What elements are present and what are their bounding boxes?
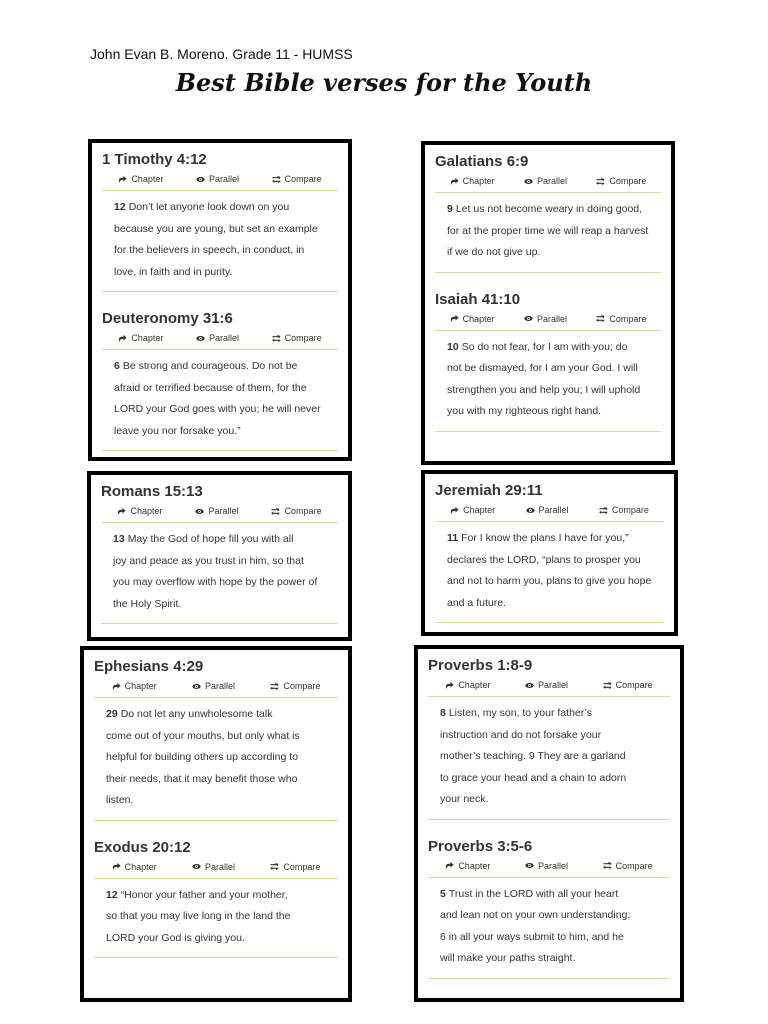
share-arrow-icon	[112, 682, 121, 691]
verse-reference: 1 Timothy 4:12	[102, 151, 207, 168]
chapter-link[interactable]	[445, 861, 490, 871]
chapter-link[interactable]	[112, 681, 157, 691]
eye-icon	[524, 314, 533, 323]
verse-line: 11 For I know the plans I have for you,”	[447, 532, 629, 544]
parallel-link[interactable]	[524, 314, 567, 324]
compare-label: Compare	[611, 505, 649, 515]
verse-line: strengthen you and help you; I will uphold	[447, 383, 641, 396]
parallel-label: Parallel	[208, 333, 239, 343]
verse-line: joy and peace as you trust in him, so that	[113, 554, 304, 567]
verse-line: helpful for building others up according to	[106, 751, 299, 763]
verse-block	[94, 839, 338, 959]
compare-link[interactable]	[603, 680, 653, 690]
parallel-label: Parallel	[205, 861, 236, 872]
swap-arrows-icon	[596, 177, 605, 186]
verse-line: 12 “Honor your father and your mother,	[106, 888, 288, 901]
verse-line: if we do not give up.	[447, 246, 541, 258]
verse-block	[435, 153, 661, 291]
verse-number: 8	[440, 707, 446, 719]
verse-toolbar	[101, 506, 338, 523]
verse-line: 8 Listen, my son, to your father’s	[440, 707, 593, 719]
verse-line: 6 Be strong and courageous. Do not be	[114, 360, 298, 372]
verse-line: afraid or terrified because of them, for the	[114, 381, 307, 394]
divider	[101, 623, 338, 624]
compare-label: Compare	[609, 176, 647, 186]
share-arrow-icon	[117, 507, 126, 516]
verse-number: 6	[114, 360, 120, 372]
verse-line: will make your paths straight.	[440, 952, 576, 964]
verse-line: 12 Don’t let anyone look down on you	[114, 201, 290, 213]
verse-reference: Isaiah 41:10	[435, 290, 521, 308]
verse-text	[94, 879, 338, 950]
verse-line: 5 Trust in the LORD with all your heart	[440, 887, 619, 900]
verse-toolbar	[428, 861, 670, 878]
verse-line: for the believers in speech, in conduct, in	[114, 244, 305, 256]
share-arrow-icon	[445, 681, 454, 690]
verse-number: 10	[447, 340, 459, 353]
eye-icon	[525, 861, 534, 870]
verse-reference: Proverbs 3:5-6	[428, 837, 533, 855]
verse-reference: Romans 15:13	[101, 483, 203, 500]
verse-text	[102, 350, 338, 442]
verse-reference: Deuteronomy 31:6	[102, 310, 233, 327]
verse-toolbar	[435, 176, 661, 193]
eye-icon	[192, 862, 201, 871]
chapter-link[interactable]	[117, 506, 162, 516]
chapter-link[interactable]	[118, 174, 163, 184]
verse-line: you with my righteous right hand.	[447, 405, 602, 417]
chapter-label: Chapter	[130, 506, 163, 516]
verse-line: 9 Let us not become weary in doing good,	[447, 203, 643, 215]
verse-line: mother’s teaching. 9 They are a garland	[440, 750, 626, 762]
verse-line: come out of your mouths, but only what is	[106, 729, 300, 742]
parallel-label: Parallel	[538, 505, 569, 515]
parallel-link[interactable]	[192, 862, 235, 872]
verse-block	[435, 291, 661, 432]
verse-line: 6 in all your ways submit to him, and he	[440, 930, 624, 943]
compare-label: Compare	[615, 680, 653, 690]
verse-text	[428, 697, 670, 811]
verse-line: because you are young, but set an example	[114, 222, 318, 235]
verse-line: LORD your God is giving you.	[106, 931, 245, 944]
verse-number: 5	[440, 887, 446, 900]
verse-toolbar	[94, 681, 338, 698]
verse-reference: Proverbs 1:8-9	[428, 657, 533, 674]
share-arrow-icon	[118, 175, 127, 184]
chapter-link[interactable]	[445, 680, 490, 690]
divider	[435, 431, 661, 432]
eye-icon	[196, 175, 205, 184]
eye-icon	[195, 507, 204, 516]
chapter-label: Chapter	[462, 176, 495, 186]
parallel-label: Parallel	[537, 176, 568, 186]
parallel-label: Parallel	[537, 860, 568, 871]
compare-link[interactable]	[596, 176, 646, 186]
verse-line: and a future.	[447, 596, 506, 609]
chapter-link[interactable]	[450, 176, 495, 186]
chapter-label: Chapter	[124, 681, 157, 691]
parallel-label: Parallel	[208, 506, 239, 516]
verse-line: so that you may live long in the land the	[106, 910, 291, 922]
compare-label: Compare	[284, 174, 322, 184]
divider	[435, 622, 664, 623]
compare-label: Compare	[615, 860, 653, 871]
swap-arrows-icon	[603, 861, 612, 870]
eye-icon	[196, 334, 205, 343]
verse-toolbar	[435, 314, 661, 331]
parallel-link[interactable]	[195, 506, 238, 516]
parallel-label: Parallel	[537, 680, 568, 690]
eye-icon	[525, 681, 534, 690]
compare-label: Compare	[283, 681, 321, 691]
verse-number: 12	[106, 888, 118, 901]
compare-link[interactable]	[603, 861, 653, 871]
verse-block	[435, 482, 664, 623]
compare-link[interactable]	[272, 333, 322, 343]
swap-arrows-icon	[271, 507, 280, 516]
verse-card	[87, 471, 352, 641]
parallel-link[interactable]	[524, 176, 567, 186]
verse-text	[435, 193, 661, 264]
chapter-label: Chapter	[463, 505, 496, 515]
verse-toolbar	[435, 505, 664, 522]
verse-line: leave you nor forsake you.”	[114, 424, 241, 437]
verse-line: the Holy Spirit.	[113, 597, 182, 610]
compare-link[interactable]	[270, 862, 320, 872]
compare-label: Compare	[284, 333, 322, 343]
verse-reference: Jeremiah 29:11	[435, 482, 543, 499]
verse-text	[101, 523, 338, 615]
verse-number: 12	[114, 201, 126, 213]
share-arrow-icon	[450, 314, 459, 323]
chapter-link[interactable]	[450, 314, 495, 324]
compare-link[interactable]	[270, 681, 320, 691]
swap-arrows-icon	[599, 506, 608, 515]
verse-block	[94, 658, 338, 839]
verse-block	[102, 310, 338, 451]
share-arrow-icon	[112, 862, 121, 871]
parallel-label: Parallel	[208, 174, 239, 184]
chapter-label: Chapter	[124, 861, 157, 872]
divider	[428, 978, 670, 979]
parallel-label: Parallel	[537, 313, 568, 324]
verse-line: and lean not on your own understanding;	[440, 909, 631, 921]
swap-arrows-icon	[272, 175, 281, 184]
swap-arrows-icon	[272, 334, 281, 343]
verse-line: and not to harm you, plans to give you hope	[447, 575, 652, 587]
eye-icon	[192, 682, 201, 691]
share-arrow-icon	[118, 334, 127, 343]
divider	[102, 450, 338, 451]
verse-card	[80, 646, 352, 1002]
verse-number: 13	[113, 533, 125, 545]
page-title: Best Bible verses for the Youth	[175, 68, 593, 97]
compare-link[interactable]	[271, 506, 321, 516]
verse-number: 11	[447, 532, 459, 544]
verse-line: for at the proper time we will reap a harvest	[447, 224, 649, 237]
verse-text	[94, 698, 338, 812]
chapter-label: Chapter	[458, 680, 491, 690]
chapter-label: Chapter	[458, 860, 491, 871]
parallel-label: Parallel	[205, 681, 236, 691]
verse-card	[88, 139, 352, 461]
verse-card	[421, 470, 678, 636]
verse-line: declares the LORD, “plans to prosper you	[447, 553, 641, 566]
verse-line: their needs, that it may benefit those who	[106, 772, 298, 785]
parallel-link[interactable]	[196, 333, 239, 343]
verse-line: 10 So do not fear, for I am with you; do	[447, 340, 628, 353]
verse-line: instruction and do not forsake your	[440, 728, 602, 741]
parallel-link[interactable]	[196, 174, 239, 184]
chapter-label: Chapter	[462, 313, 495, 324]
compare-label: Compare	[609, 313, 647, 324]
parallel-link[interactable]	[525, 861, 568, 871]
verse-number: 29	[106, 708, 118, 720]
parallel-link[interactable]	[192, 681, 235, 691]
verse-toolbar	[102, 174, 338, 191]
verse-toolbar	[102, 333, 338, 350]
parallel-link[interactable]	[526, 505, 569, 515]
verse-toolbar	[94, 862, 338, 879]
author-line: John Evan B. Moreno. Grade 11 - HUMSS	[90, 46, 353, 62]
share-arrow-icon	[445, 861, 454, 870]
verse-line: not be dismayed, for I am your God. I will	[447, 362, 638, 374]
verse-block	[428, 838, 670, 979]
verse-line: listen.	[106, 794, 134, 806]
verse-reference: Exodus 20:12	[94, 838, 191, 856]
verse-card	[414, 645, 684, 1002]
parallel-link[interactable]	[525, 680, 568, 690]
verse-line: LORD your God goes with you; he will never	[114, 403, 321, 415]
eye-icon	[526, 506, 535, 515]
compare-link[interactable]	[272, 174, 322, 184]
chapter-label: Chapter	[131, 174, 164, 184]
share-arrow-icon	[450, 506, 459, 515]
compare-label: Compare	[284, 506, 322, 516]
verse-text	[435, 331, 661, 423]
verse-block	[428, 657, 670, 838]
verse-text	[428, 878, 670, 970]
swap-arrows-icon	[596, 314, 605, 323]
swap-arrows-icon	[270, 862, 279, 871]
verse-text	[435, 522, 664, 614]
verse-card	[421, 141, 675, 465]
verse-line: your neck.	[440, 793, 489, 805]
verse-reference: Galatians 6:9	[435, 153, 529, 170]
compare-link[interactable]	[599, 505, 649, 515]
verse-toolbar	[428, 680, 670, 697]
share-arrow-icon	[450, 177, 459, 186]
verse-block	[102, 151, 338, 310]
compare-link[interactable]	[596, 314, 646, 324]
chapter-link[interactable]	[450, 505, 495, 515]
chapter-link[interactable]	[112, 862, 157, 872]
verse-reference: Ephesians 4:29	[94, 658, 204, 675]
chapter-label: Chapter	[131, 333, 164, 343]
verse-line: to grace your head and a chain to adorn	[440, 771, 627, 784]
verse-line: 13 May the God of hope fill you with all	[113, 533, 294, 545]
divider	[94, 957, 338, 958]
compare-label: Compare	[283, 861, 321, 872]
chapter-link[interactable]	[118, 333, 163, 343]
swap-arrows-icon	[270, 682, 279, 691]
verse-line: 29 Do not let any unwholesome talk	[106, 708, 273, 720]
verse-text	[102, 191, 338, 283]
verse-block	[101, 483, 338, 624]
verse-line: love, in faith and in purity.	[114, 265, 233, 278]
verse-number: 9	[447, 203, 453, 215]
eye-icon	[524, 177, 533, 186]
verse-line: you may overflow with hope by the power of	[113, 576, 318, 588]
swap-arrows-icon	[603, 681, 612, 690]
